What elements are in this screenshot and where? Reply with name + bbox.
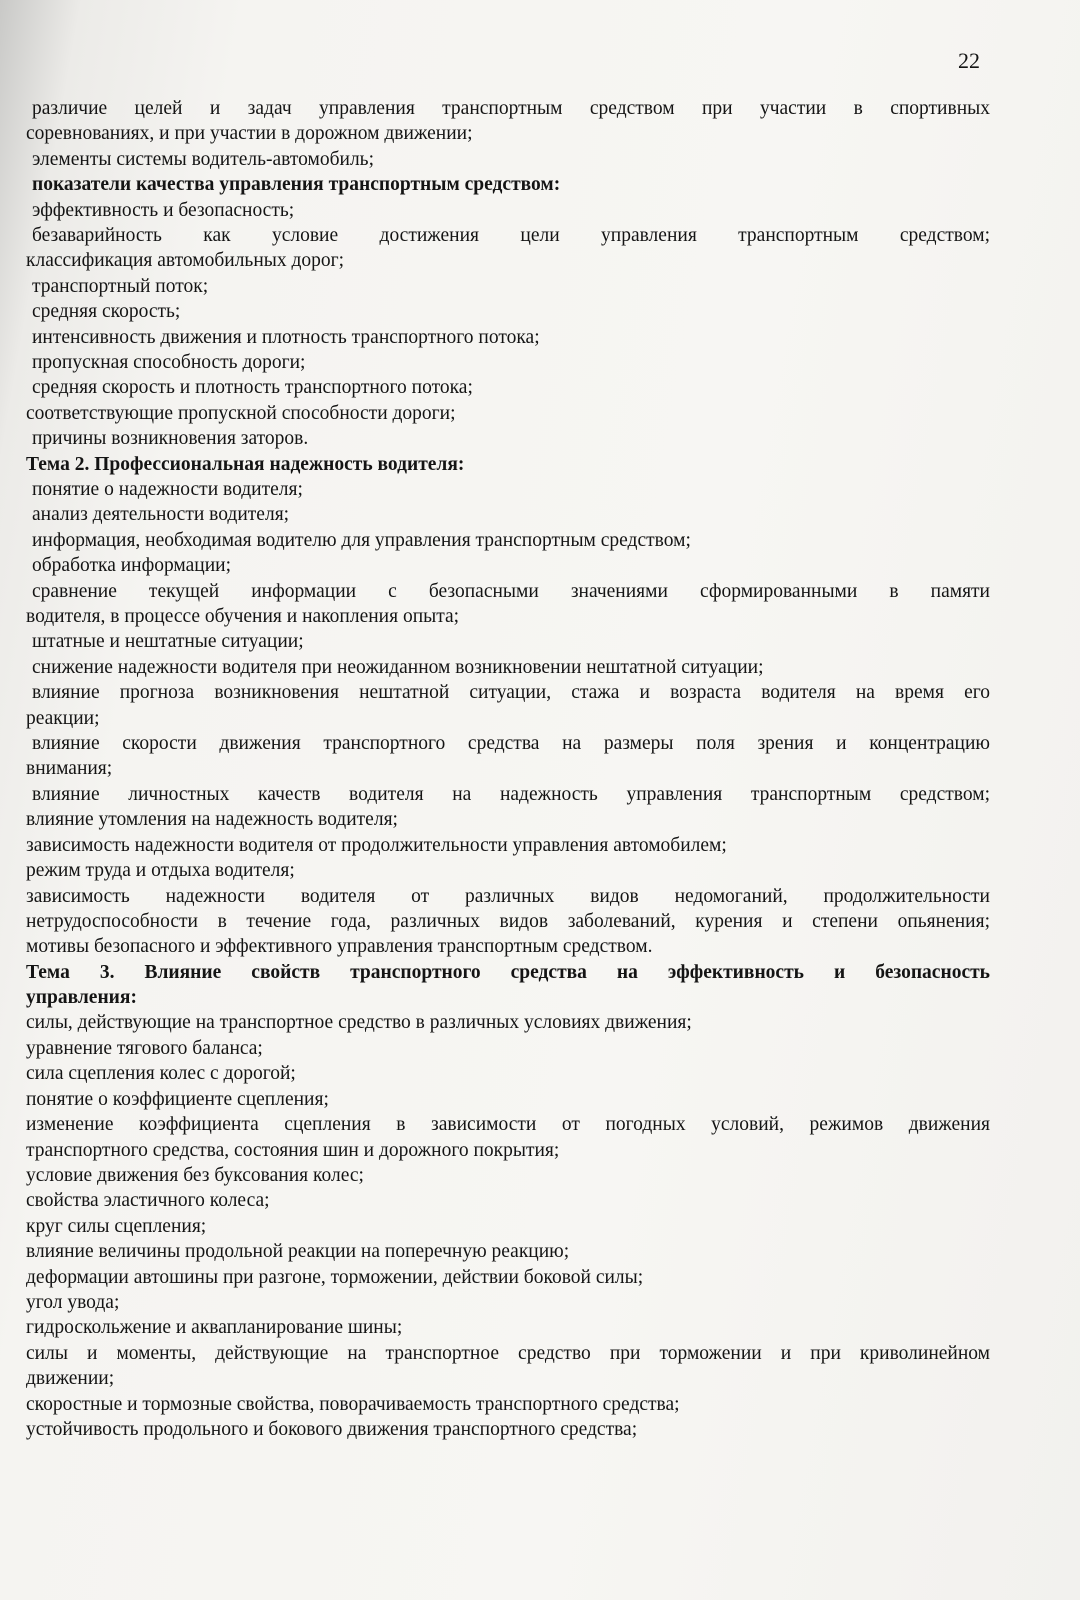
text-line: деформации автошины при разгоне, торможении, действии боковой силы;: [26, 1266, 644, 1288]
text-line: режим труда и отдыха водителя;: [26, 860, 295, 882]
text-line: транспортный поток;: [32, 275, 209, 297]
text-line: влияние прогноза возникновения нештатной ситуации, стажа и возраста водителя на время его: [32, 682, 990, 704]
section-heading-line: Тема 2. Профессиональная надежность водителя:: [26, 453, 465, 475]
text-line: безаварийность как условие достижения цели управления транспортным средством;: [32, 225, 990, 247]
text-line: соревнованиях, и при участии в дорожном движении;: [26, 123, 473, 145]
text-line: средняя скорость и плотность транспортного потока;: [32, 377, 473, 399]
text-line: штатные и нештатные ситуации;: [32, 631, 304, 653]
text-line: влияние скорости движения транспортного средства на размеры поля зрения и концентрацию: [32, 733, 990, 755]
text-line: водителя, в процессе обучения и накопления опыта;: [26, 606, 460, 628]
text-line: реакции;: [26, 707, 100, 729]
text-line: мотивы безопасного и эффективного управления транспортным средством.: [26, 936, 653, 958]
text-line: обработка информации;: [32, 555, 232, 577]
text-line: понятие о коэффициенте сцепления;: [26, 1088, 329, 1110]
text-line: влияние величины продольной реакции на поперечную реакцию;: [26, 1241, 570, 1263]
text-line: эффективность и безопасность;: [32, 199, 295, 221]
text-line: уравнение тягового баланса;: [26, 1037, 263, 1059]
text-line: угол увода;: [26, 1291, 120, 1313]
text-line: интенсивность движения и плотность транспортного потока;: [32, 326, 540, 348]
text-line: соответствующие пропускной способности дороги;: [26, 402, 456, 424]
text-line: условие движения без буксования колес;: [26, 1164, 364, 1186]
text-line: классификация автомобильных дорог;: [26, 250, 345, 272]
text-line: различие целей и задач управления транспортным средством при участии в спортивных: [32, 98, 990, 119]
page-number: 22: [958, 48, 980, 73]
section-heading-line: Тема 3. Влияние свойств транспортного средства на эффективность и безопасность: [26, 961, 990, 983]
section-heading-line: управления:: [26, 987, 137, 1009]
text-line: снижение надежности водителя при неожиданном возникновении нештатной ситуации;: [32, 656, 764, 678]
text-line: изменение коэффициента сцепления в зависимости от погодных условий, режимов движения: [26, 1114, 990, 1136]
text-line: движении;: [26, 1368, 115, 1390]
text-line: устойчивость продольного и бокового движения транспортного средства;: [26, 1418, 638, 1440]
text-line: силы, действующие на транспортное средство в различных условиях движения;: [26, 1012, 692, 1034]
text-line: влияние утомления на надежность водителя;: [26, 809, 398, 831]
text-line: сравнение текущей информации с безопасными значениями сформированными в памяти: [32, 580, 990, 602]
text-line: элементы системы водитель-автомобиль;: [32, 148, 374, 170]
text-line: влияние личностных качеств водителя на надежность управления транспортным средством;: [32, 783, 990, 805]
text-line: понятие о надежности водителя;: [32, 479, 303, 501]
text-line: сила сцепления колес с дорогой;: [26, 1063, 296, 1085]
text-line: свойства эластичного колеса;: [26, 1190, 270, 1212]
text-line: информация, необходимая водителю для управления транспортным средством;: [32, 529, 691, 551]
section-heading-line: показатели качества управления транспортным средством:: [32, 174, 561, 196]
text-line: анализ деятельности водителя;: [32, 504, 290, 526]
text-line: гидроскольжение и аквапланирование шины;: [26, 1317, 403, 1339]
text-line: причины возникновения заторов.: [32, 428, 309, 450]
text-line: средняя скорость;: [32, 301, 181, 323]
text-line: силы и моменты, действующие на транспортное средство при торможении и при криволинейном: [26, 1342, 990, 1364]
text-line: внимания;: [26, 758, 113, 780]
document-body: [26, 96, 990, 1442]
text-line: нетрудоспособности в течение года, различных видов заболеваний, курения и степени опьянения;: [26, 910, 990, 932]
text-line: зависимость надежности водителя от продолжительности управления автомобилем;: [26, 834, 727, 856]
text-line: зависимость надежности водителя от различных видов недомоганий, продолжительности: [26, 885, 990, 907]
text-line: пропускная способность дороги;: [32, 352, 306, 374]
text-line: круг силы сцепления;: [26, 1215, 207, 1237]
text-line: скоростные и тормозные свойства, поворачиваемость транспортного средства;: [26, 1393, 680, 1415]
text-line: транспортного средства, состояния шин и дорожного покрытия;: [26, 1139, 560, 1161]
